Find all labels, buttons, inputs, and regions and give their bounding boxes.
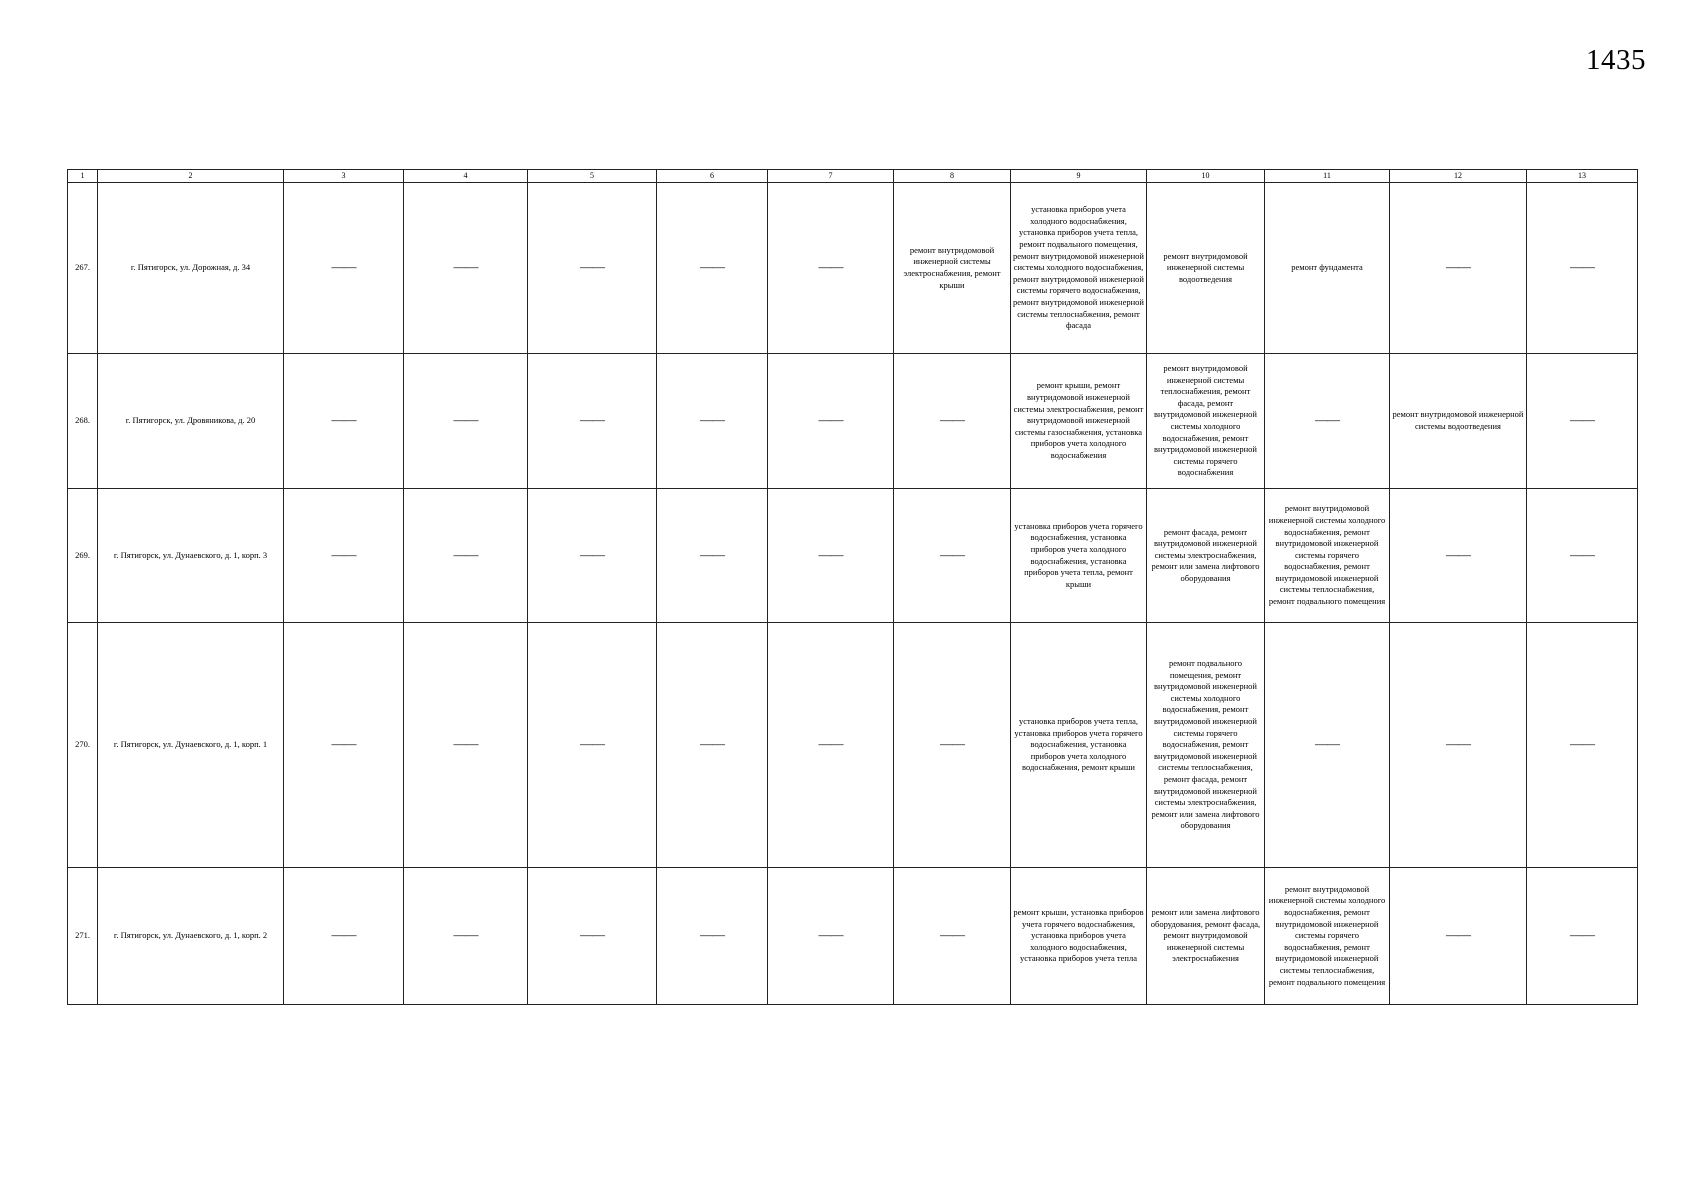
row-number: 271.	[68, 868, 98, 1005]
empty-cell	[284, 489, 404, 623]
column-header: 11	[1265, 170, 1390, 183]
column-header: 13	[1527, 170, 1638, 183]
dash-mark: ——	[1570, 736, 1594, 752]
column-header: 9	[1011, 170, 1147, 183]
work-cell: ремонт внутридомовой инженерной системы холодного водоснабжения, ремонт внутридомовой инженерной системы горячего водоснабжения, ремонт внутридомовой инженерной системы теплоснабжения, ремонт подвального помещения	[1265, 489, 1390, 623]
dash-mark: ——	[818, 412, 843, 428]
empty-cell	[528, 623, 657, 868]
dash-mark: ——	[700, 259, 724, 275]
work-cell: ремонт внутридомовой инженерной системы водоотведения	[1390, 354, 1527, 489]
work-cell: ремонт или замена лифтового оборудования, ремонт фасада, ремонт внутридомовой инженерной системы электроснабжения	[1147, 868, 1265, 1005]
dash-mark: ——	[453, 927, 478, 943]
column-header: 10	[1147, 170, 1265, 183]
empty-cell	[1265, 623, 1390, 868]
dash-mark: ——	[700, 927, 724, 943]
dash-mark: ——	[1570, 259, 1594, 275]
work-cell: ремонт внутридомовой инженерной системы теплоснабжения, ремонт фасада, ремонт внутридомовой инженерной системы холодного водоснабжения, ремонт внутридомовой инженерной системы горячего водоснабжения	[1147, 354, 1265, 489]
table-row	[68, 489, 1638, 623]
empty-cell	[657, 183, 768, 354]
empty-cell	[894, 623, 1011, 868]
dash-mark: ——	[1446, 546, 1470, 562]
dash-mark: ——	[1570, 412, 1594, 428]
column-header: 3	[284, 170, 404, 183]
empty-cell	[528, 489, 657, 623]
dash-mark: ——	[580, 412, 604, 428]
dash-mark: ——	[331, 927, 356, 943]
empty-cell	[404, 868, 528, 1005]
empty-cell	[1390, 183, 1527, 354]
dash-mark: ——	[818, 736, 843, 752]
dash-mark: ——	[1315, 736, 1339, 752]
dash-mark: ——	[940, 546, 964, 562]
work-cell: установка приборов учета горячего водоснабжения, установка приборов учета холодного водоснабжения, установка приборов учета тепла, ремонт крыши	[1011, 489, 1147, 623]
empty-cell	[528, 183, 657, 354]
work-cell: ремонт фундамента	[1265, 183, 1390, 354]
dash-mark: ——	[580, 546, 604, 562]
work-cell: ремонт внутридомовой инженерной системы электроснабжения, ремонт крыши	[894, 183, 1011, 354]
empty-cell	[894, 354, 1011, 489]
row-number: 269.	[68, 489, 98, 623]
empty-cell	[657, 489, 768, 623]
dash-mark: ——	[580, 259, 604, 275]
dash-mark: ——	[331, 412, 356, 428]
work-cell: ремонт подвального помещения, ремонт внутридомовой инженерной системы холодного водоснабжения, ремонт внутридомовой инженерной системы горячего водоснабжения, ремонт внутридомовой инженерной системы теплоснабжения, ремонт фасада, ремонт внутридомовой инженерной системы электроснабжения, ремонт или замена лифтового оборудования	[1147, 623, 1265, 868]
empty-cell	[404, 623, 528, 868]
dash-mark: ——	[818, 927, 843, 943]
column-header: 12	[1390, 170, 1527, 183]
row-number: 270.	[68, 623, 98, 868]
column-header: 6	[657, 170, 768, 183]
empty-cell	[768, 354, 894, 489]
empty-cell	[404, 354, 528, 489]
dash-mark: ——	[940, 412, 964, 428]
empty-cell	[528, 354, 657, 489]
work-cell: установка приборов учета тепла, установка приборов учета горячего водоснабжения, установка приборов учета холодного водоснабжения, ремонт крыши	[1011, 623, 1147, 868]
empty-cell	[894, 868, 1011, 1005]
dash-mark: ——	[331, 546, 356, 562]
dash-mark: ——	[940, 927, 964, 943]
empty-cell	[284, 868, 404, 1005]
column-number-row	[68, 170, 1638, 183]
empty-cell	[768, 489, 894, 623]
work-cell: ремонт крыши, установка приборов учета горячего водоснабжения, установка приборов учета холодного водоснабжения, установка приборов учета тепла	[1011, 868, 1147, 1005]
empty-cell	[1527, 489, 1638, 623]
dash-mark: ——	[580, 927, 604, 943]
address-cell: г. Пятигорск, ул. Дунаевского, д. 1, корп. 3	[98, 489, 284, 623]
work-cell: установка приборов учета холодного водоснабжения, установка приборов учета тепла, ремонт подвального помещения, ремонт внутридомовой инженерной системы холодного водоснабжения, ремонт внутридомовой инженерной системы горячего водоснабжения, ремонт внутридомовой инженерной системы теплоснабжения, ремонт фасада	[1011, 183, 1147, 354]
empty-cell	[1527, 623, 1638, 868]
dash-mark: ——	[1315, 412, 1339, 428]
table-row	[68, 183, 1638, 354]
column-header: 2	[98, 170, 284, 183]
table-row	[68, 354, 1638, 489]
empty-cell	[284, 183, 404, 354]
empty-cell	[1527, 868, 1638, 1005]
empty-cell	[657, 868, 768, 1005]
empty-cell	[1390, 623, 1527, 868]
empty-cell	[404, 183, 528, 354]
dash-mark: ——	[1446, 259, 1470, 275]
table-row	[68, 623, 1638, 868]
empty-cell	[284, 354, 404, 489]
empty-cell	[1527, 354, 1638, 489]
column-header: 7	[768, 170, 894, 183]
work-cell: ремонт фасада, ремонт внутридомовой инженерной системы электроснабжения, ремонт или замена лифтового оборудования	[1147, 489, 1265, 623]
empty-cell	[284, 623, 404, 868]
dash-mark: ——	[331, 259, 356, 275]
empty-cell	[1390, 489, 1527, 623]
column-header: 1	[68, 170, 98, 183]
dash-mark: ——	[700, 736, 724, 752]
empty-cell	[1527, 183, 1638, 354]
empty-cell	[528, 868, 657, 1005]
column-header: 8	[894, 170, 1011, 183]
page-number: 1435	[1586, 44, 1646, 76]
dash-mark: ——	[1446, 927, 1470, 943]
column-header: 4	[404, 170, 528, 183]
empty-cell	[657, 354, 768, 489]
row-number: 267.	[68, 183, 98, 354]
dash-mark: ——	[453, 736, 478, 752]
empty-cell	[768, 623, 894, 868]
dash-mark: ——	[818, 259, 843, 275]
empty-cell	[1265, 354, 1390, 489]
empty-cell	[1390, 868, 1527, 1005]
table-row	[68, 868, 1638, 1005]
dash-mark: ——	[818, 546, 843, 562]
dash-mark: ——	[1570, 546, 1594, 562]
work-cell: ремонт крыши, ремонт внутридомовой инженерной системы электроснабжения, ремонт внутридомовой инженерной системы газоснабжения, установка приборов учета холодного водоснабжения	[1011, 354, 1147, 489]
empty-cell	[404, 489, 528, 623]
dash-mark: ——	[580, 736, 604, 752]
dash-mark: ——	[700, 412, 724, 428]
empty-cell	[894, 489, 1011, 623]
column-header: 5	[528, 170, 657, 183]
dash-mark: ——	[453, 259, 478, 275]
work-cell: ремонт внутридомовой инженерной системы водоотведения	[1147, 183, 1265, 354]
empty-cell	[768, 183, 894, 354]
row-number: 268.	[68, 354, 98, 489]
empty-cell	[768, 868, 894, 1005]
dash-mark: ——	[700, 546, 724, 562]
work-cell: ремонт внутридомовой инженерной системы холодного водоснабжения, ремонт внутридомовой инженерной системы горячего водоснабжения, ремонт внутридомовой инженерной системы теплоснабжения, ремонт подвального помещения	[1265, 868, 1390, 1005]
dash-mark: ——	[1446, 736, 1470, 752]
dash-mark: ——	[1570, 927, 1594, 943]
dash-mark: ——	[331, 736, 356, 752]
dash-mark: ——	[453, 412, 478, 428]
address-cell: г. Пятигорск, ул. Дунаевского, д. 1, корп. 1	[98, 623, 284, 868]
capital-repair-table	[67, 169, 1638, 1005]
address-cell: г. Пятигорск, ул. Дунаевского, д. 1, корп. 2	[98, 868, 284, 1005]
dash-mark: ——	[940, 736, 964, 752]
empty-cell	[657, 623, 768, 868]
dash-mark: ——	[453, 546, 478, 562]
address-cell: г. Пятигорск, ул. Дорожная, д. 34	[98, 183, 284, 354]
address-cell: г. Пятигорск, ул. Дровяникова, д. 20	[98, 354, 284, 489]
